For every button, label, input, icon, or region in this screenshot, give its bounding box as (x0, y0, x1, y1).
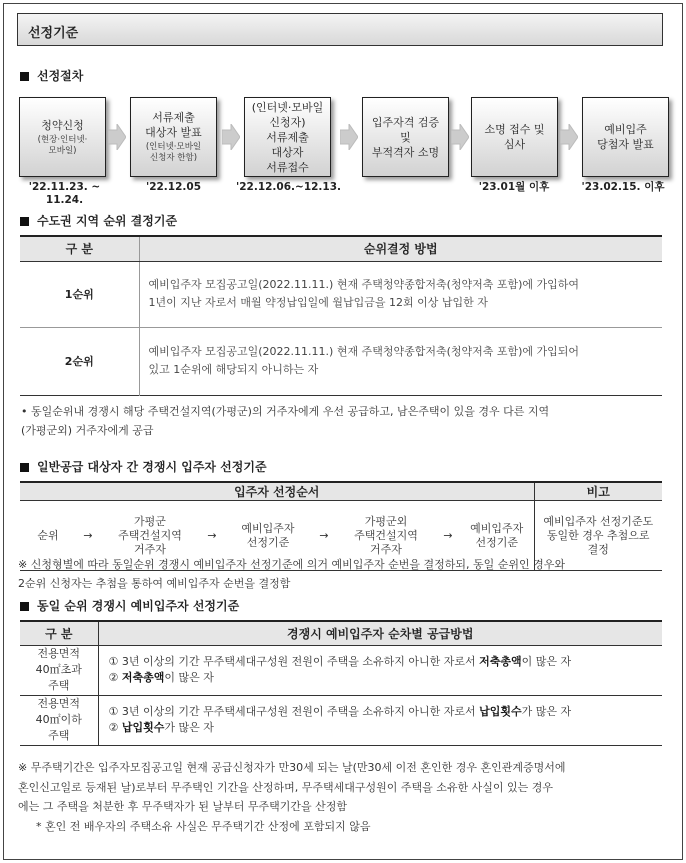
step-label: 예비입주 당첨자 발표 (597, 123, 654, 151)
square-bullet-icon (20, 217, 29, 226)
method-line-1 (109, 654, 663, 670)
step-3 (244, 97, 331, 177)
text-part: 가 많은 자 (164, 721, 214, 734)
rank-header-category: 구 분 (20, 236, 139, 261)
general-note: ※ 신청형별에 따라 동일순위 경쟁시 예비입주자 선정기준에 의거 예비입주자 순번을 결정하되, 동일 순위인 경우와 2순위 신청자는 추첨을 통하여 예비입주자 순번을 결정함 (18, 558, 565, 590)
text-bold: 납입횟수 (479, 705, 522, 718)
step-label: 청약신청 (41, 118, 84, 132)
same-rank-table (20, 620, 662, 746)
rank-cell: 2순위 (20, 327, 139, 395)
rank-text: 예비입주자 모집공고일(2022.11.11.) 현재 주택청약종합저축(청약저축 포함)에 가입되어 있고 1순위에 해당되지 아니하는 자 (139, 327, 662, 395)
square-bullet-icon (20, 72, 29, 81)
step-date: '23.01월 이후 (478, 181, 550, 193)
step-5 (471, 97, 558, 177)
rank-header-method: 순위결정 방법 (139, 236, 662, 261)
text-part: 가 많은 자 (521, 705, 572, 718)
order-rank: 순위 (20, 501, 76, 571)
final-note: ※ 무주택기간은 입주자모집공고일 현재 공급신청자가 만30세 되는 날(만30세 이전 혼인한 경우 혼인관계증명서에 혼인신고일로 등재된 날)로부터 무주택인 기간을 산정하며, 무주택세대구성원이 주택을 소유한 사실이 있는 경우 에는 그 주택을 처분한 후 무주택자가 된 날부터 무주택기간을 산정함 (18, 761, 566, 813)
rank-cell: 1순위 (20, 261, 139, 327)
general-header-note: 비고 (534, 482, 662, 501)
general-note-cell: 예비입주자 선정기준도 동일한 경우 추첨으로 결정 (534, 501, 662, 571)
order-gapyeong: 가평군 주택건설지역 거주자 (100, 501, 200, 571)
rank-table (20, 235, 662, 396)
rank-note: • 동일순위내 경쟁시 해당 주택건설지역(가평군)의 거주자에게 우선 공급하고, 남은주택이 있을 경우 다른 지역 (가평군외) 거주자에게 공급 (21, 405, 550, 437)
section-metro-rank-label: 수도권 지역 순위 결정기준 (37, 214, 178, 228)
square-bullet-icon (20, 602, 29, 611)
text-part: 이 많은 자 (164, 671, 214, 684)
arrow-icon: → (76, 501, 100, 571)
section-same-rank-label: 동일 순위 경쟁시 예비입주자 선정기준 (37, 599, 240, 613)
page-title: 선정기준 (17, 13, 663, 46)
same-type-cell: 전용면적 40㎡이하 주택 (20, 695, 98, 745)
step-label: 서류제출 대상자 발표 (145, 111, 202, 139)
step-date: '22.12.05 (145, 181, 202, 193)
general-header-order: 입주자 선정순서 (20, 482, 534, 501)
square-bullet-icon (20, 463, 29, 472)
step-date: '23.02.15. 이후 (581, 181, 665, 193)
arrow-icon: → (312, 501, 336, 571)
step-date: '22.12.06.~12.13. (236, 181, 342, 193)
text-part: ① 3년 이상의 기간 무주택세대구성원 전원이 주택을 소유하지 아니한 자로서 (108, 705, 480, 718)
step-label: (인터넷·모바일 신청자) 서류제출 대상자 서류접수 (251, 100, 324, 174)
arrow-icon: → (436, 501, 460, 571)
step-6 (582, 97, 669, 177)
same-method-cell (98, 645, 662, 695)
final-sub-note: * 혼인 전 배우자의 주택소유 사실은 무주택기간 산정에 포함되지 않음 (36, 820, 371, 833)
section-general-label: 일반공급 대상자 간 경쟁시 입주자 선정기준 (37, 460, 267, 474)
step-sub: (인터넷·모바일 신청자 한함) (145, 142, 202, 163)
same-header-method: 경쟁시 예비입주자 순차별 공급방법 (98, 621, 662, 645)
text-bold: 저축총액 (479, 655, 522, 668)
method-line-2 (109, 720, 663, 736)
order-criteria: 예비입주자 선정기준 (224, 501, 312, 571)
step-1 (19, 97, 106, 177)
step-date: '22.11.23. ~ 11.24. (28, 181, 101, 206)
section-general (20, 458, 267, 475)
order-outside: 가평군외 주택건설지역 거주자 (336, 501, 436, 571)
step-sub: (현장·인터넷· 모바일) (37, 134, 88, 156)
same-header-category: 구 분 (20, 621, 98, 645)
text-part: ② (108, 721, 122, 734)
step-label: 입주자격 검증 및 부적격자 소명 (371, 115, 440, 159)
text-bold: 납입횟수 (121, 721, 165, 734)
step-2 (130, 97, 217, 177)
same-method-cell (98, 695, 662, 745)
same-type-cell: 전용면적 40㎡초과 주택 (20, 645, 98, 695)
method-line-2 (109, 670, 663, 686)
text-bold: 저축총액 (121, 671, 165, 684)
step-label: 소명 접수 및 심사 (484, 123, 545, 151)
order-criteria-2: 예비입주자 선정기준 (460, 501, 534, 571)
rank-text: 예비입주자 모집공고일(2022.11.11.) 현재 주택청약종합저축(청약저축 포함)에 가입하여 1년이 지난 자로서 매월 약정납입일에 월납입금을 12회 이상 납입한 자 (139, 261, 662, 327)
text-part: ① 3년 이상의 기간 무주택세대구성원 전원이 주택을 소유하지 아니한 자로서 (108, 655, 480, 668)
text-part: ② (108, 671, 122, 684)
text-part: 이 많은 자 (521, 655, 572, 668)
section-procedure-label: 선정절차 (37, 69, 84, 83)
section-procedure (20, 67, 83, 84)
method-line-1 (109, 704, 663, 720)
section-metro-rank (20, 212, 177, 229)
step-4 (362, 97, 449, 177)
arrow-icon: → (200, 501, 224, 571)
section-same-rank (20, 597, 239, 614)
